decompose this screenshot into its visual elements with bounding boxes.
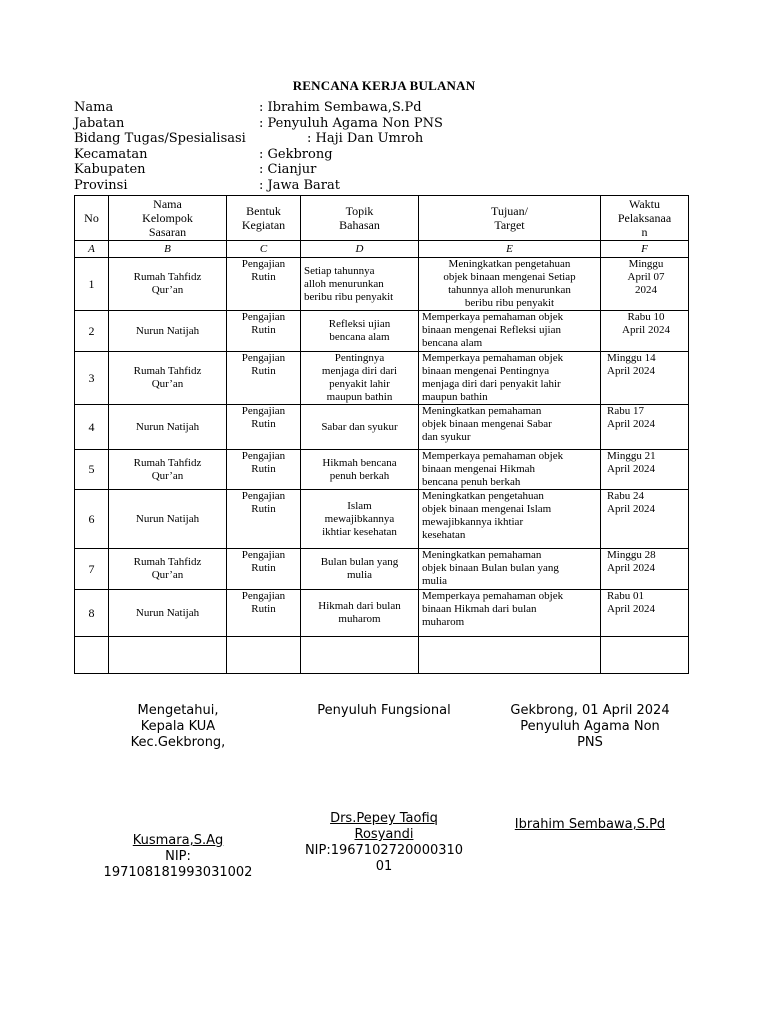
- waktu-line: April 2024: [607, 418, 655, 430]
- tujuan-line: binaan mengenai Hikmah: [422, 463, 536, 475]
- header-line: Nama: [153, 197, 182, 211]
- header-line: Target: [494, 218, 525, 232]
- waktu-line: Minggu 14: [607, 352, 656, 364]
- waktu-line: April 2024: [607, 562, 655, 574]
- bentuk-cell: [227, 549, 301, 590]
- topik-line: bencana alam: [329, 331, 390, 343]
- info-value: : Ibrahim Sembawa,S.Pd: [259, 100, 422, 115]
- waktu-line: April 07: [627, 271, 665, 283]
- signature-left: [98, 703, 258, 881]
- topik-line: Islam: [347, 499, 372, 512]
- kelompok-line: Nurun Natijah: [135, 606, 200, 619]
- waktu-cell: [601, 258, 689, 311]
- signer-name: Ibrahim Sembawa,S.Pd: [514, 817, 666, 832]
- tujuan-line: binaan mengenai Pentingnya: [422, 365, 550, 377]
- topik-line: Sabar dan syukur: [321, 420, 398, 433]
- kelompok-line: Qur’an: [151, 469, 184, 482]
- table-row: [75, 258, 689, 311]
- topik-line: Pentingnya: [334, 352, 385, 364]
- topik-line: mewajibkannya: [324, 512, 395, 525]
- table-row: [75, 405, 689, 450]
- topik-line: Refleksi ujian: [328, 318, 391, 330]
- signature-line: Kec.Gekbrong,: [130, 735, 226, 750]
- tujuan-line: objek binaan mengenai Sabar: [422, 418, 552, 430]
- waktu-cell: [601, 450, 689, 490]
- column-letter: D: [301, 241, 419, 258]
- kelompok-line: Nurun Natijah: [135, 420, 200, 433]
- header-bentuk: [227, 196, 301, 241]
- signature-line: Mengetahui,: [137, 703, 219, 718]
- empty-cell: [601, 637, 689, 674]
- topik-line: mulia: [346, 569, 373, 581]
- signature-line: Penyuluh Fungsional: [317, 703, 451, 718]
- kelompok-cell: [109, 590, 227, 637]
- topik-line: menjaga diri dari: [321, 365, 398, 377]
- topik-line: muharom: [338, 613, 381, 625]
- bentuk-line: Rutin: [251, 503, 276, 515]
- kelompok-cell: [109, 405, 227, 450]
- column-letter-row: [75, 241, 689, 258]
- identity-block: [74, 100, 694, 194]
- tujuan-line: Meningkatkan pengetahuan: [448, 258, 571, 270]
- header-kelompok: [109, 196, 227, 241]
- signature-line: PNS: [577, 735, 603, 750]
- bentuk-cell: [227, 258, 301, 311]
- waktu-line: April 2024: [622, 324, 670, 336]
- bentuk-line: Pengajian: [241, 352, 286, 364]
- header-line: Tujuan/: [491, 204, 528, 218]
- bentuk-line: Pengajian: [241, 450, 286, 462]
- signer-nip: 197108181993031002: [103, 865, 253, 880]
- table-body: [75, 196, 689, 674]
- waktu-cell: [601, 549, 689, 590]
- column-letter: A: [75, 241, 109, 258]
- topik-line: penuh berkah: [329, 469, 390, 482]
- tujuan-cell: [419, 590, 601, 637]
- topik-cell: [301, 549, 419, 590]
- tujuan-line: objek binaan mengenai Setiap: [443, 271, 576, 283]
- row-number: 2: [75, 311, 109, 352]
- table-row: [75, 450, 689, 490]
- topik-cell: [301, 450, 419, 490]
- tujuan-line: beribu ribu penyakit: [464, 297, 555, 309]
- info-row-jabatan: [74, 116, 694, 132]
- info-label: Nama: [74, 100, 114, 115]
- kelompok-cell: [109, 258, 227, 311]
- waktu-line: Minggu 21: [607, 450, 656, 462]
- row-number: 7: [75, 549, 109, 590]
- waktu-cell: [601, 490, 689, 549]
- row-number: 3: [75, 352, 109, 405]
- topik-cell: [301, 405, 419, 450]
- bentuk-line: Pengajian: [241, 311, 286, 323]
- bentuk-cell: [227, 311, 301, 352]
- kelompok-cell: [109, 352, 227, 405]
- column-letter: E: [419, 241, 601, 258]
- header-line: Kelompok: [142, 211, 193, 225]
- tujuan-cell: [419, 450, 601, 490]
- waktu-line: Rabu 10: [627, 311, 665, 323]
- empty-cell: [301, 637, 419, 674]
- info-row-provinsi: [74, 178, 694, 194]
- empty-row: [75, 637, 689, 674]
- kelompok-line: Rumah Tahfidz: [133, 556, 202, 568]
- signature-line: Penyuluh Agama Non: [520, 719, 660, 734]
- header-waktu: [601, 196, 689, 241]
- bentuk-line: Pengajian: [241, 590, 286, 602]
- tujuan-cell: [419, 311, 601, 352]
- tujuan-line: tahunnya alloh menurunkan: [448, 284, 571, 296]
- kelompok-line: Qur’an: [151, 378, 184, 390]
- tujuan-line: bencana penuh berkah: [422, 476, 521, 488]
- header-topik: [301, 196, 419, 241]
- kelompok-cell: [109, 450, 227, 490]
- bentuk-line: Pengajian: [241, 549, 286, 561]
- bentuk-cell: [227, 352, 301, 405]
- kelompok-cell: [109, 311, 227, 352]
- header-line: n: [641, 225, 648, 239]
- table-row: [75, 490, 689, 549]
- waktu-cell: [601, 590, 689, 637]
- topik-cell: [301, 590, 419, 637]
- bentuk-line: Rutin: [251, 418, 276, 430]
- kelompok-cell: [109, 490, 227, 549]
- row-number: 6: [75, 490, 109, 549]
- topik-line: Hikmah dari bulan: [318, 600, 401, 612]
- tujuan-line: mewajibkannya ikhtiar: [422, 516, 524, 528]
- tujuan-line: mulia: [422, 575, 448, 587]
- waktu-cell: [601, 405, 689, 450]
- waktu-line: April 2024: [607, 503, 655, 515]
- bentuk-line: Pengajian: [241, 258, 286, 270]
- document-title: RENCANA KERJA BULANAN: [292, 78, 476, 93]
- kelompok-line: Qur’an: [151, 284, 184, 296]
- info-label: Bidang Tugas/Spesialisasi: [74, 131, 246, 147]
- topik-line: Bulan bulan yang: [320, 556, 399, 568]
- tujuan-line: binaan Hikmah dari bulan: [422, 603, 537, 615]
- waktu-line: April 2024: [607, 603, 655, 615]
- header-line: Pelaksanaa: [617, 211, 672, 225]
- info-value: : Jawa Barat: [259, 177, 340, 193]
- topik-line: maupun bathin: [326, 391, 393, 403]
- bentuk-line: Rutin: [251, 365, 276, 377]
- tujuan-line: dan syukur: [422, 431, 471, 443]
- tujuan-line: Memperkaya pemahaman objek: [422, 590, 564, 602]
- column-letter: B: [109, 241, 227, 258]
- topik-line: Hikmah bencana: [322, 456, 397, 469]
- info-row-bidang-tugas: [74, 131, 694, 147]
- header-line: Kegiatan: [241, 218, 286, 232]
- column-letter: C: [227, 241, 301, 258]
- header-no: No: [75, 196, 109, 241]
- signer-nip: NIP:: [165, 849, 191, 864]
- bentuk-cell: [227, 490, 301, 549]
- tujuan-cell: [419, 405, 601, 450]
- empty-cell: [75, 637, 109, 674]
- waktu-line: Minggu 28: [607, 549, 656, 561]
- bentuk-line: Rutin: [251, 562, 276, 574]
- row-number: 4: [75, 405, 109, 450]
- info-row-kecamatan: [74, 147, 694, 163]
- info-value: : Haji Dan Umroh: [307, 131, 424, 147]
- header-line: Bentuk: [246, 204, 281, 218]
- tujuan-line: Memperkaya pemahaman objek: [422, 450, 564, 462]
- info-row-kabupaten: [74, 162, 694, 178]
- topik-line: beribu ribu penyakit: [304, 290, 394, 303]
- tujuan-line: Memperkaya pemahaman objek: [422, 311, 564, 323]
- topik-line: ikhtiar kesehatan: [322, 525, 397, 538]
- tujuan-line: muharom: [422, 616, 465, 628]
- header-line: Bahasan: [339, 218, 380, 232]
- signature-middle: [286, 703, 482, 875]
- tujuan-line: maupun bathin: [422, 391, 488, 403]
- info-label: Kecamatan: [74, 146, 148, 162]
- info-value: : Cianjur: [259, 162, 317, 178]
- tujuan-line: kesehatan: [422, 529, 466, 541]
- info-value: : Penyuluh Agama Non PNS: [259, 115, 443, 131]
- empty-cell: [109, 637, 227, 674]
- topik-line: alloh menurunkan: [304, 277, 384, 290]
- work-plan-table: [74, 195, 689, 674]
- column-letter: F: [601, 241, 689, 258]
- signer-name: Rosyandi: [354, 827, 414, 842]
- tujuan-line: Meningkatkan pemahaman: [422, 549, 542, 561]
- row-number: 1: [75, 258, 109, 311]
- info-label: Provinsi: [74, 177, 128, 193]
- row-number: 8: [75, 590, 109, 637]
- table-header-row: [75, 196, 689, 241]
- tujuan-cell: [419, 258, 601, 311]
- kelompok-line: Nurun Natijah: [135, 324, 200, 337]
- waktu-cell: [601, 311, 689, 352]
- topik-cell: [301, 311, 419, 352]
- waktu-line: Rabu 24: [607, 490, 644, 502]
- tujuan-line: Memperkaya pemahaman objek: [422, 352, 564, 364]
- kelompok-line: Rumah Tahfidz: [133, 271, 202, 283]
- table-row: [75, 590, 689, 637]
- table-row: [75, 352, 689, 405]
- tujuan-line: Meningkatkan pemahaman: [422, 405, 542, 417]
- bentuk-cell: [227, 450, 301, 490]
- bentuk-line: Pengajian: [241, 405, 286, 417]
- topik-cell: [301, 258, 419, 311]
- waktu-line: Minggu: [628, 258, 664, 270]
- waktu-cell: [601, 352, 689, 405]
- kelompok-line: Rumah Tahfidz: [133, 456, 202, 469]
- table-row: [75, 549, 689, 590]
- topik-cell: [301, 352, 419, 405]
- tujuan-line: objek binaan Bulan bulan yang: [422, 562, 559, 574]
- info-label: Jabatan: [74, 115, 125, 131]
- signer-name: Drs.Pepey Taofiq: [330, 811, 438, 826]
- bentuk-cell: [227, 405, 301, 450]
- waktu-line: Rabu 01: [607, 590, 644, 602]
- info-value: : Gekbrong: [259, 146, 333, 162]
- topik-line: penyakit lahir: [329, 378, 390, 390]
- tujuan-line: menjaga diri dari penyakit lahir: [422, 378, 561, 390]
- tujuan-line: bencana alam: [422, 337, 483, 349]
- header-line: Waktu: [628, 197, 661, 211]
- table-row: [75, 311, 689, 352]
- empty-cell: [419, 637, 601, 674]
- kelompok-line: Nurun Natijah: [135, 512, 200, 525]
- signer-name: Kusmara,S.Ag: [132, 833, 224, 848]
- topik-line: Setiap tahunnya: [304, 264, 375, 277]
- kelompok-line: Qur’an: [151, 569, 184, 581]
- signature-line: Kepala KUA: [140, 719, 216, 734]
- header-line: Topik: [345, 204, 374, 218]
- bentuk-line: Rutin: [251, 463, 276, 475]
- kelompok-line: Rumah Tahfidz: [133, 365, 202, 377]
- signature-right: [490, 703, 690, 833]
- tujuan-cell: [419, 352, 601, 405]
- row-number: 5: [75, 450, 109, 490]
- header-line: Sasaran: [148, 225, 187, 239]
- tujuan-line: objek binaan mengenai Islam: [422, 503, 552, 515]
- tujuan-line: binaan mengenai Refleksi ujian: [422, 324, 561, 336]
- waktu-line: April 2024: [607, 463, 655, 475]
- bentuk-line: Rutin: [251, 324, 276, 336]
- bentuk-line: Pengajian: [241, 490, 286, 502]
- header-tujuan: [419, 196, 601, 241]
- signer-nip: NIP:1967102720000310: [304, 843, 464, 858]
- empty-cell: [227, 637, 301, 674]
- bentuk-line: Rutin: [251, 603, 276, 615]
- tujuan-cell: [419, 490, 601, 549]
- waktu-line: 2024: [635, 284, 657, 296]
- info-label: Kabupaten: [74, 162, 146, 178]
- waktu-line: Rabu 17: [607, 405, 644, 417]
- signer-nip: 01: [375, 859, 393, 874]
- topik-cell: [301, 490, 419, 549]
- kelompok-cell: [109, 549, 227, 590]
- bentuk-cell: [227, 590, 301, 637]
- bentuk-line: Rutin: [251, 271, 276, 283]
- tujuan-line: Meningkatkan pengetahuan: [422, 490, 544, 502]
- signature-line: Gekbrong, 01 April 2024: [510, 703, 670, 718]
- tujuan-cell: [419, 549, 601, 590]
- info-row-nama: [74, 100, 694, 116]
- waktu-line: April 2024: [607, 365, 655, 377]
